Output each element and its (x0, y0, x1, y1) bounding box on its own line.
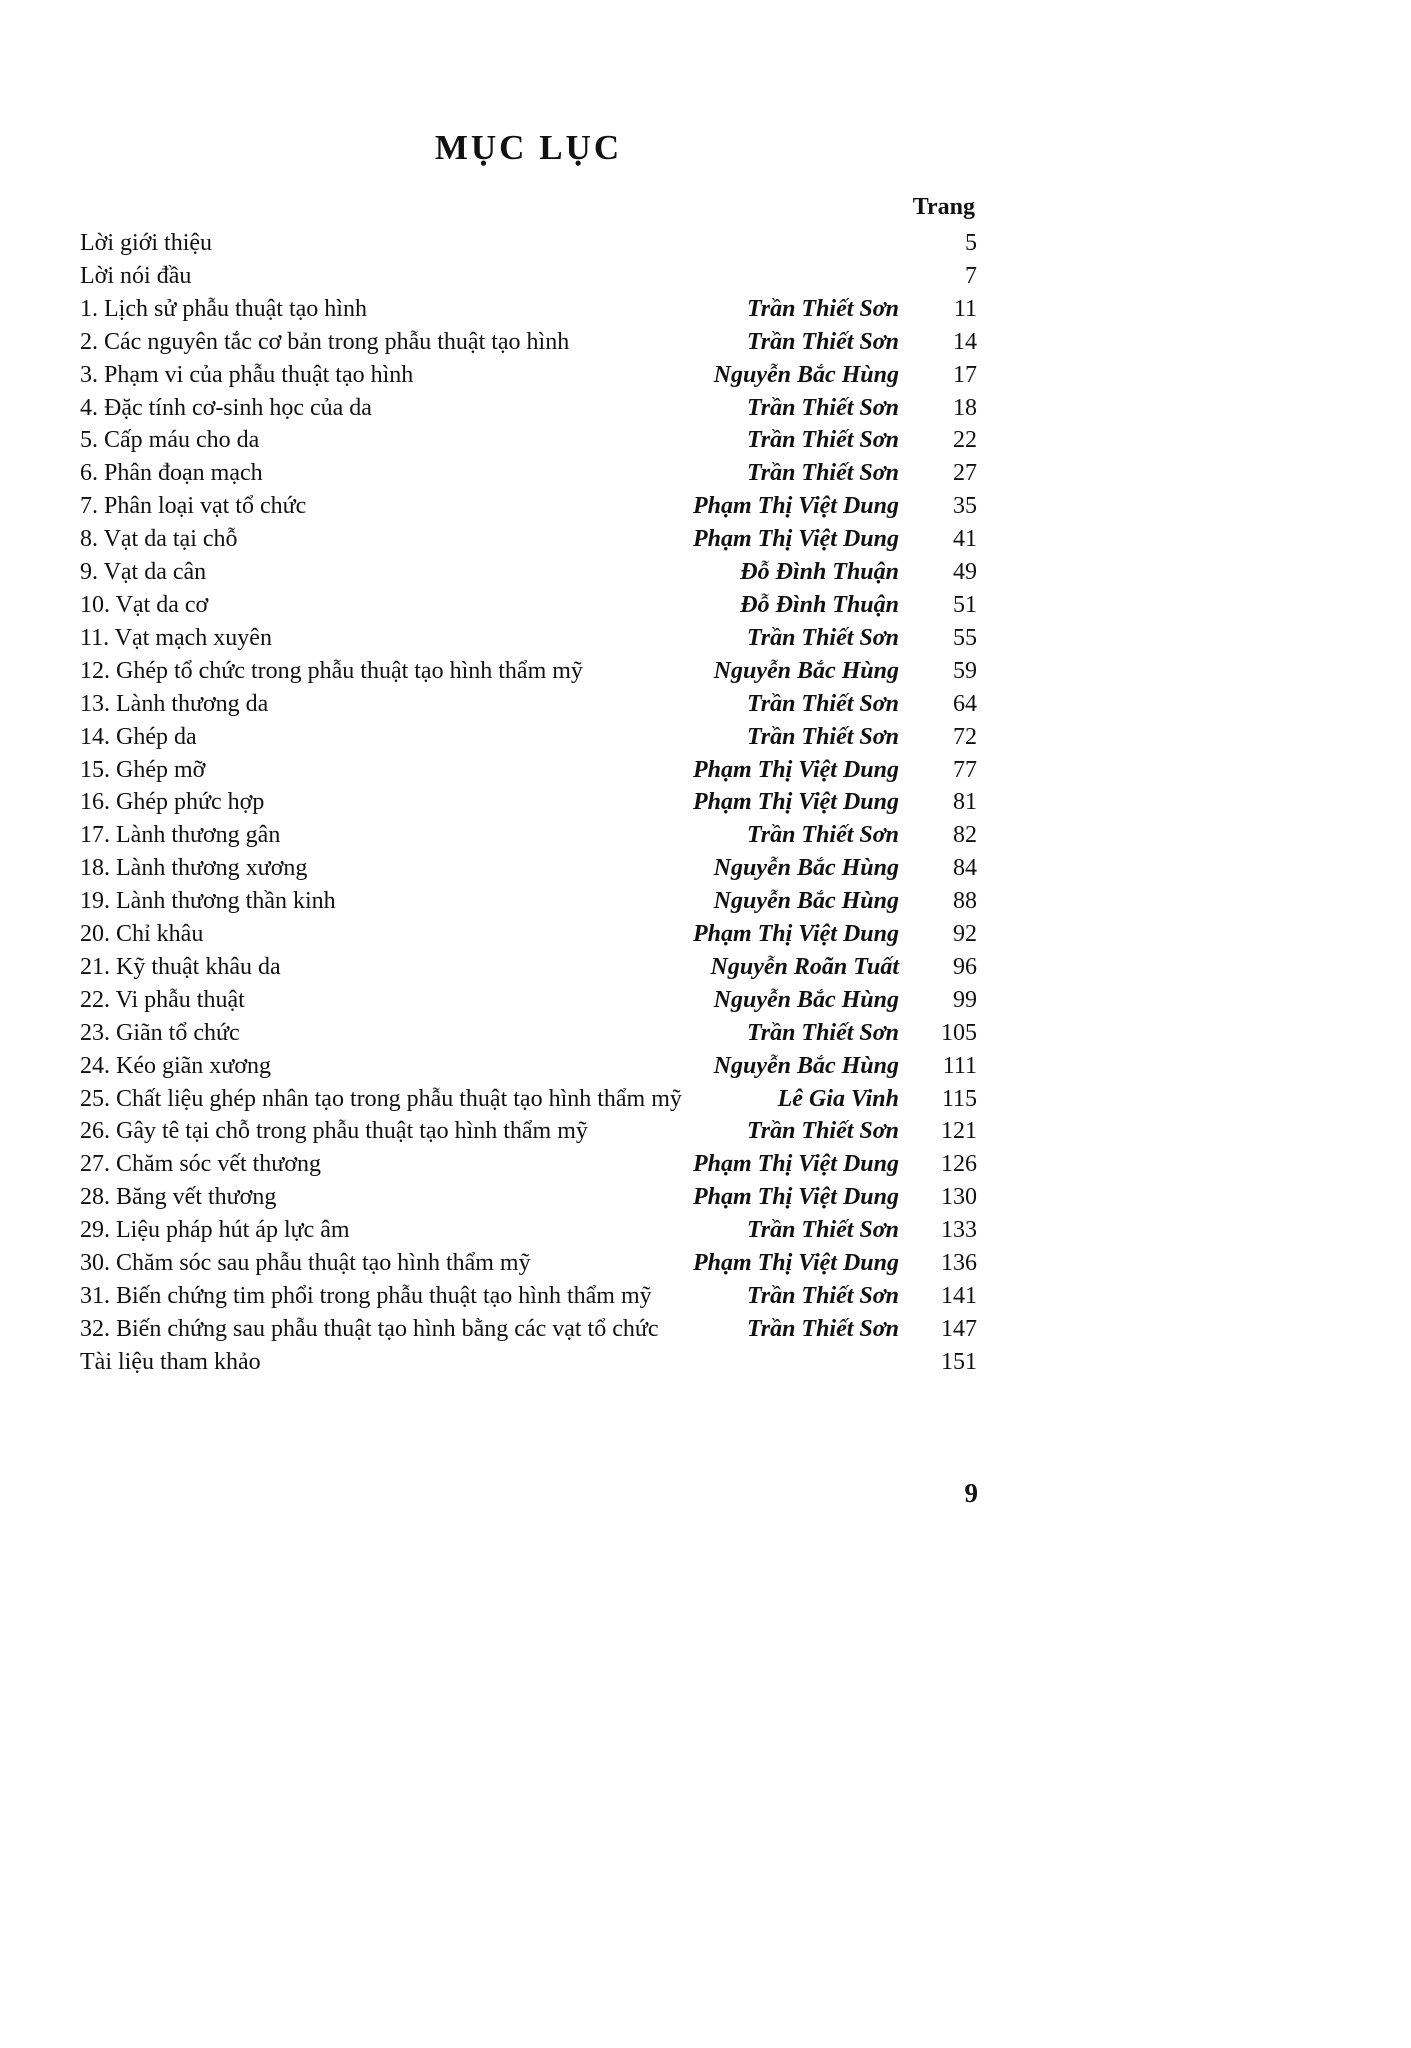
toc-entry-author: Trần Thiết Sơn (746, 1283, 899, 1309)
toc-entry-author: Phạm Thị Việt Dung (692, 493, 899, 520)
toc-entry-label: 27. Chăm sóc vết thương (80, 1151, 322, 1178)
toc-entry-page: 126 (941, 1151, 977, 1178)
toc-row (80, 556, 977, 589)
toc-row (80, 754, 977, 787)
toc-entry-author: Trần Thiết Sơn (746, 723, 899, 750)
toc-entry-page: 55 (953, 624, 977, 651)
toc-entry-page: 105 (941, 1019, 977, 1046)
toc-entry-author: Đỗ Đình Thuận (740, 591, 899, 618)
toc-entry-page: 88 (953, 888, 977, 915)
toc-row (80, 721, 977, 754)
toc-entry-author: Nguyễn Bắc Hùng (713, 361, 899, 388)
toc-entry-label: 2. Các nguyên tắc cơ bản trong phẫu thuật tạo hình (80, 328, 570, 355)
toc-entry-label: 32. Biến chứng sau phẫu thuật tạo hình bằng các vạt tổ chức (80, 1315, 659, 1342)
toc-entry-page: 151 (941, 1348, 977, 1375)
toc-entry-author: Trần Thiết Sơn (746, 1019, 899, 1046)
toc-entry-author: Phạm Thị Việt Dung (692, 1151, 899, 1178)
toc-row (80, 326, 977, 359)
toc-entry-label: 20. Chỉ khâu (80, 921, 204, 948)
toc-entry-author: Trần Thiết Sơn (746, 1217, 899, 1244)
toc-entry-label: 3. Phạm vi của phẫu thuật tạo hình (80, 361, 414, 388)
toc-entry-page: 17 (953, 361, 977, 388)
toc-row (80, 1313, 977, 1346)
toc-entry-author: Trần Thiết Sơn (746, 328, 899, 355)
toc-entry-author: Phạm Thị Việt Dung (692, 789, 899, 816)
toc-row (80, 852, 977, 885)
toc-entry-page: 18 (953, 394, 977, 421)
toc-entry-label: 19. Lành thương thần kinh (80, 888, 336, 915)
toc-entry-page: 99 (953, 986, 977, 1013)
toc-entry-author: Phạm Thị Việt Dung (692, 1184, 899, 1211)
toc-entry-label: 1. Lịch sử phẫu thuật tạo hình (80, 295, 367, 322)
toc-row (80, 589, 977, 622)
toc-entry-author: Phạm Thị Việt Dung (692, 921, 899, 948)
toc-content (80, 128, 977, 1379)
toc-entry-page: 92 (953, 921, 977, 948)
toc-row (80, 1181, 977, 1214)
toc-entry-label: 6. Phân đoạn mạch (80, 460, 263, 487)
toc-entry-page: 121 (941, 1118, 977, 1145)
toc-entry-label: 13. Lành thương da (80, 690, 269, 717)
toc-row (80, 1115, 977, 1148)
toc-entry-page: 35 (953, 493, 977, 520)
toc-row (80, 819, 977, 852)
toc-row (80, 688, 977, 721)
toc-entry-page: 14 (953, 328, 977, 355)
toc-entry-page: 136 (941, 1250, 977, 1277)
toc-entry-page: 27 (953, 460, 977, 487)
toc-entry-author: Nguyễn Bắc Hùng (713, 986, 899, 1013)
toc-row (80, 786, 977, 819)
toc-entry-author: Nguyễn Bắc Hùng (713, 1052, 899, 1079)
toc-row (80, 424, 977, 457)
toc-entry-label: 30. Chăm sóc sau phẫu thuật tạo hình thẩm mỹ (80, 1250, 531, 1277)
toc-entry-page: 130 (941, 1184, 977, 1211)
toc-row (80, 227, 977, 260)
toc-entry-author: Trần Thiết Sơn (746, 1315, 899, 1342)
toc-entry-author: Lê Gia Vinh (777, 1085, 899, 1112)
toc-entry-page: 111 (942, 1052, 977, 1079)
folio-page-number: 9 (964, 1478, 978, 1508)
toc-entry-author: Phạm Thị Việt Dung (692, 756, 899, 783)
toc-entry-author: Nguyễn Bắc Hùng (713, 855, 899, 882)
toc-list (80, 227, 977, 1379)
toc-entry-author: Trần Thiết Sơn (746, 427, 899, 454)
toc-entry-author: Trần Thiết Sơn (746, 1118, 899, 1145)
toc-row (80, 490, 977, 523)
toc-row (80, 260, 977, 293)
toc-entry-label: Lời giới thiệu (80, 230, 213, 256)
page-column-header: Trang (912, 194, 975, 220)
toc-row (80, 655, 977, 688)
toc-entry-author: Phạm Thị Việt Dung (692, 526, 899, 553)
toc-row (80, 918, 977, 951)
toc-entry-label: 23. Giãn tổ chức (80, 1019, 240, 1046)
toc-entry-page: 5 (965, 230, 977, 256)
toc-entry-label: 22. Vi phẫu thuật (80, 986, 245, 1013)
toc-entry-page: 96 (953, 953, 977, 980)
toc-entry-label: 31. Biến chứng tim phổi trong phẫu thuật tạo hình thẩm mỹ (80, 1283, 652, 1309)
toc-entry-label: 15. Ghép mỡ (80, 756, 206, 783)
page-title: MỤC LỤC (434, 128, 623, 167)
toc-row (80, 622, 977, 655)
toc-row (80, 1017, 977, 1050)
toc-row (80, 1148, 977, 1181)
toc-entry-author: Nguyễn Bắc Hùng (713, 888, 899, 915)
toc-entry-label: 24. Kéo giãn xương (80, 1052, 272, 1079)
toc-entry-page: 84 (953, 855, 977, 882)
toc-row (80, 984, 977, 1017)
toc-entry-page: 115 (941, 1085, 977, 1112)
toc-entry-label: Tài liệu tham khảo (80, 1348, 261, 1375)
toc-entry-label: 17. Lành thương gân (80, 822, 281, 849)
toc-entry-label: Lời nói đầu (80, 262, 192, 289)
toc-row (80, 1083, 977, 1116)
toc-entry-page: 141 (941, 1283, 977, 1309)
toc-entry-label: 18. Lành thương xương (80, 855, 308, 882)
toc-entry-author: Trần Thiết Sơn (746, 394, 899, 421)
toc-entry-page: 49 (953, 559, 977, 586)
toc-entry-label: 11. Vạt mạch xuyên (80, 624, 272, 651)
toc-entry-page: 22 (953, 427, 977, 454)
toc-entry-author: Trần Thiết Sơn (746, 460, 899, 487)
toc-row (80, 951, 977, 984)
toc-entry-label: 28. Băng vết thương (80, 1184, 277, 1211)
toc-entry-label: 4. Đặc tính cơ-sinh học của da (80, 394, 372, 421)
toc-entry-author: Nguyễn Bắc Hùng (713, 657, 899, 684)
toc-row (80, 1050, 977, 1083)
toc-entry-label: 26. Gây tê tại chỗ trong phẫu thuật tạo hình thẩm mỹ (80, 1118, 588, 1145)
toc-entry-author: Trần Thiết Sơn (746, 690, 899, 717)
toc-entry-label: 7. Phân loại vạt tổ chức (80, 493, 307, 520)
toc-entry-label: 8. Vạt da tại chỗ (80, 526, 238, 553)
toc-row (80, 457, 977, 490)
toc-row (80, 1346, 977, 1379)
toc-row (80, 1247, 977, 1280)
toc-entry-page: 82 (953, 822, 977, 849)
toc-row (80, 392, 977, 425)
toc-entry-author: Trần Thiết Sơn (746, 822, 899, 849)
toc-entry-author: Trần Thiết Sơn (746, 624, 899, 651)
toc-entry-label: 9. Vạt da cân (80, 559, 207, 586)
toc-entry-author: Đỗ Đình Thuận (740, 559, 899, 586)
toc-entry-page: 64 (953, 690, 977, 717)
toc-row (80, 885, 977, 918)
toc-entry-page: 72 (953, 723, 977, 750)
toc-entry-author: Trần Thiết Sơn (746, 295, 899, 322)
toc-entry-author: Nguyễn Roãn Tuất (710, 953, 899, 980)
toc-entry-page: 77 (953, 756, 977, 783)
toc-entry-label: 16. Ghép phức hợp (80, 789, 265, 816)
toc-entry-label: 14. Ghép da (80, 723, 197, 750)
toc-row (80, 523, 977, 556)
toc-entry-page: 41 (953, 526, 977, 553)
toc-entry-label: 10. Vạt da cơ (80, 591, 209, 618)
toc-entry-label: 25. Chất liệu ghép nhân tạo trong phẫu thuật tạo hình thẩm mỹ (80, 1085, 682, 1112)
toc-entry-page: 81 (953, 789, 977, 816)
toc-row (80, 293, 977, 326)
toc-entry-label: 21. Kỹ thuật khâu da (80, 953, 281, 980)
toc-entry-page: 133 (941, 1217, 977, 1244)
toc-row (80, 1280, 977, 1313)
toc-row (80, 359, 977, 392)
toc-entry-page: 51 (953, 591, 977, 618)
toc-entry-page: 7 (965, 262, 977, 289)
toc-entry-page: 11 (953, 295, 977, 322)
toc-entry-label: 12. Ghép tổ chức trong phẫu thuật tạo hình thẩm mỹ (80, 657, 583, 684)
toc-entry-author: Phạm Thị Việt Dung (692, 1250, 899, 1277)
toc-entry-page: 147 (941, 1315, 977, 1342)
toc-row (80, 1214, 977, 1247)
toc-entry-label: 5. Cấp máu cho da (80, 427, 260, 454)
toc-entry-page: 59 (953, 657, 977, 684)
toc-entry-label: 29. Liệu pháp hút áp lực âm (80, 1217, 350, 1244)
